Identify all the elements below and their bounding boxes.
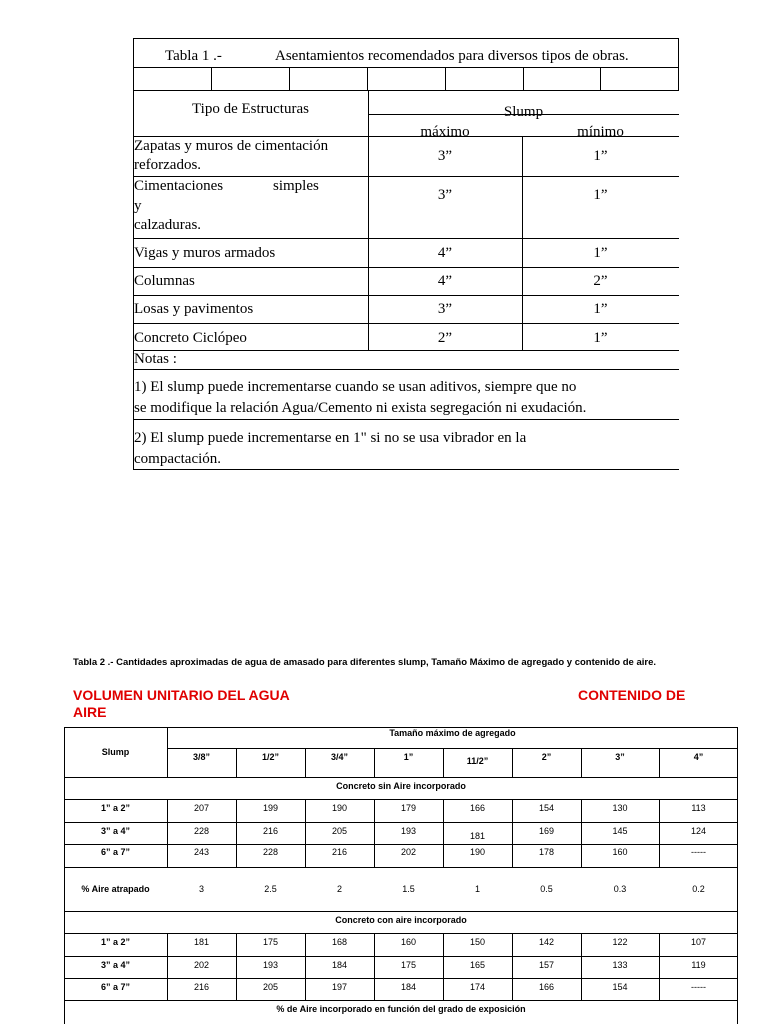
- row-value: 145: [612, 825, 628, 836]
- nota-2: 2) El slump puede incrementarse en 1" si no se usa vibrador en la: [134, 430, 527, 446]
- column-header-minimo: mínimo: [577, 124, 624, 140]
- row-slump: 1” a 2”: [100, 936, 131, 947]
- row-value: 179: [400, 803, 417, 813]
- row-value: 193: [262, 959, 279, 970]
- row-value: 228: [193, 825, 210, 836]
- column-header-tipo: Tipo de Estructuras: [192, 101, 309, 117]
- notas-label: Notas :: [134, 351, 177, 367]
- row-value: 166: [469, 803, 486, 813]
- row-value: 175: [262, 936, 279, 947]
- row-value: 130: [612, 803, 628, 813]
- row-value: 160: [612, 847, 628, 857]
- row-value: 216: [193, 981, 210, 992]
- row-tipo: Columnas: [134, 273, 195, 289]
- nota-1: 1) El slump puede incrementarse cuando se usan aditivos, siempre que no: [134, 379, 577, 395]
- row-value: 168: [331, 936, 348, 947]
- row-maximo: 3”: [437, 187, 453, 203]
- row-tipo: reforzados.: [134, 157, 202, 173]
- heading-volumen-unitario: VOLUMEN UNITARIO DEL AGUA: [73, 687, 290, 703]
- row-tipo: Losas y pavimentos: [134, 301, 254, 317]
- column-header-size: 3/4”: [330, 752, 348, 762]
- row-value: 166: [538, 981, 555, 992]
- column-header-slump: Slump: [101, 747, 130, 757]
- row-value: 124: [690, 825, 707, 836]
- column-header-size: 2”: [541, 752, 552, 762]
- row-value: 216: [331, 847, 348, 857]
- tabla-1-title: Asentamientos recomendados para diversos tipos de obras.: [275, 48, 629, 64]
- row-value: 178: [538, 847, 555, 857]
- row-value: 1: [474, 884, 480, 894]
- row-value: 197: [331, 981, 348, 992]
- row-value: 157: [538, 959, 555, 970]
- row-value: 107: [690, 936, 707, 947]
- row-value: 207: [193, 803, 210, 813]
- row-value: 0.3: [613, 884, 627, 894]
- row-value: 113: [691, 803, 706, 813]
- section-exposicion: % de Aire incorporado en función del grado de exposición: [276, 1004, 526, 1014]
- row-maximo: 3”: [437, 148, 453, 164]
- tabla-2-caption: Tabla 2 .- Cantidades aproximadas de agua de amasado para diferentes slump, Tamaño Máximo de agregado y contenido de aire.: [73, 657, 657, 668]
- row-minimo: 1”: [593, 301, 608, 317]
- row-value: 2.5: [264, 884, 277, 894]
- row-value: 122: [612, 936, 628, 947]
- row-slump: 3” a 4”: [100, 959, 131, 970]
- row-value: 154: [538, 803, 555, 813]
- row-value: 181: [469, 830, 486, 841]
- row-value: 190: [331, 803, 348, 813]
- row-value: 150: [469, 936, 486, 947]
- column-header-slump: Slump: [503, 104, 544, 120]
- nota-1: se modifique la relación Agua/Cemento ni exista segregación ni exudación.: [134, 400, 587, 416]
- row-value: 119: [691, 959, 706, 970]
- row-value: 175: [400, 959, 417, 970]
- row-value: 202: [193, 959, 210, 970]
- row-value: 205: [331, 825, 348, 836]
- column-header-size: 4”: [693, 752, 704, 762]
- column-header-size: 3/8”: [192, 752, 210, 762]
- row-minimo: 1”: [593, 187, 608, 203]
- row-value: 243: [193, 847, 210, 857]
- tabla-1-label: Tabla 1 .-: [165, 48, 222, 64]
- heading-contenido: CONTENIDO DE: [578, 687, 686, 703]
- row-tipo: simples: [273, 178, 319, 194]
- row-slump: 6” a 7”: [100, 981, 131, 992]
- row-minimo: 1”: [593, 330, 608, 346]
- column-header-tamano: Tamaño máximo de agregado: [389, 728, 516, 738]
- row-value: -----: [691, 847, 706, 857]
- row-value: 193: [400, 825, 417, 836]
- tabla-1: [133, 38, 679, 470]
- row-minimo: 1”: [593, 245, 608, 261]
- column-header-size: 11/2”: [466, 756, 489, 766]
- row-value: 160: [400, 936, 417, 947]
- row-value: 165: [469, 959, 486, 970]
- row-value: 174: [469, 981, 486, 992]
- row-tipo: Zapatas y muros de cimentación: [134, 138, 329, 154]
- column-header-size: 3”: [615, 752, 625, 762]
- nota-2: compactación.: [134, 451, 222, 467]
- row-value: 202: [400, 847, 417, 857]
- row-slump: % Aire atrapado: [81, 884, 150, 894]
- row-minimo: 2”: [593, 273, 608, 289]
- row-value: 181: [193, 936, 210, 947]
- row-slump: 6” a 7”: [100, 847, 131, 857]
- row-maximo: 4”: [437, 245, 453, 261]
- section-con-aire: Concreto con aire incorporado: [335, 914, 467, 925]
- row-tipo: Vigas y muros armados: [134, 245, 276, 261]
- row-slump: 1” a 2”: [100, 803, 131, 813]
- row-value: 142: [538, 936, 555, 947]
- tabla-2: [64, 727, 738, 1024]
- row-value: 205: [262, 981, 279, 992]
- column-header-size: 1/2”: [261, 752, 279, 762]
- row-value: 184: [331, 959, 348, 970]
- row-minimo: 1”: [593, 148, 608, 164]
- row-value: 3: [198, 884, 204, 894]
- row-value: 228: [262, 847, 279, 857]
- row-value: 154: [612, 981, 628, 992]
- row-value: 169: [538, 825, 555, 836]
- row-tipo: Concreto Ciclópeo: [134, 330, 247, 346]
- row-value: 184: [400, 981, 417, 992]
- row-value: 216: [262, 825, 279, 836]
- heading-aire: AIRE: [73, 704, 107, 720]
- row-value: -----: [691, 981, 706, 992]
- row-maximo: 4”: [437, 273, 453, 289]
- row-maximo: 2”: [437, 330, 453, 346]
- row-maximo: 3”: [437, 301, 453, 317]
- row-value: 2: [336, 884, 342, 894]
- section-sin-aire: Concreto sin Aire incorporado: [336, 780, 466, 791]
- row-value: 0.5: [540, 884, 553, 894]
- row-value: 199: [262, 803, 279, 813]
- row-value: 0.2: [692, 884, 705, 894]
- row-tipo: y: [134, 198, 142, 214]
- row-tipo: calzaduras.: [134, 217, 202, 233]
- row-value: 1.5: [402, 884, 415, 894]
- row-value: 133: [612, 959, 628, 970]
- row-value: 190: [469, 847, 486, 857]
- column-header-size: 1”: [403, 752, 414, 762]
- row-tipo: Cimentaciones: [134, 178, 224, 194]
- column-header-maximo: máximo: [420, 124, 470, 140]
- row-slump: 3” a 4”: [100, 825, 131, 836]
